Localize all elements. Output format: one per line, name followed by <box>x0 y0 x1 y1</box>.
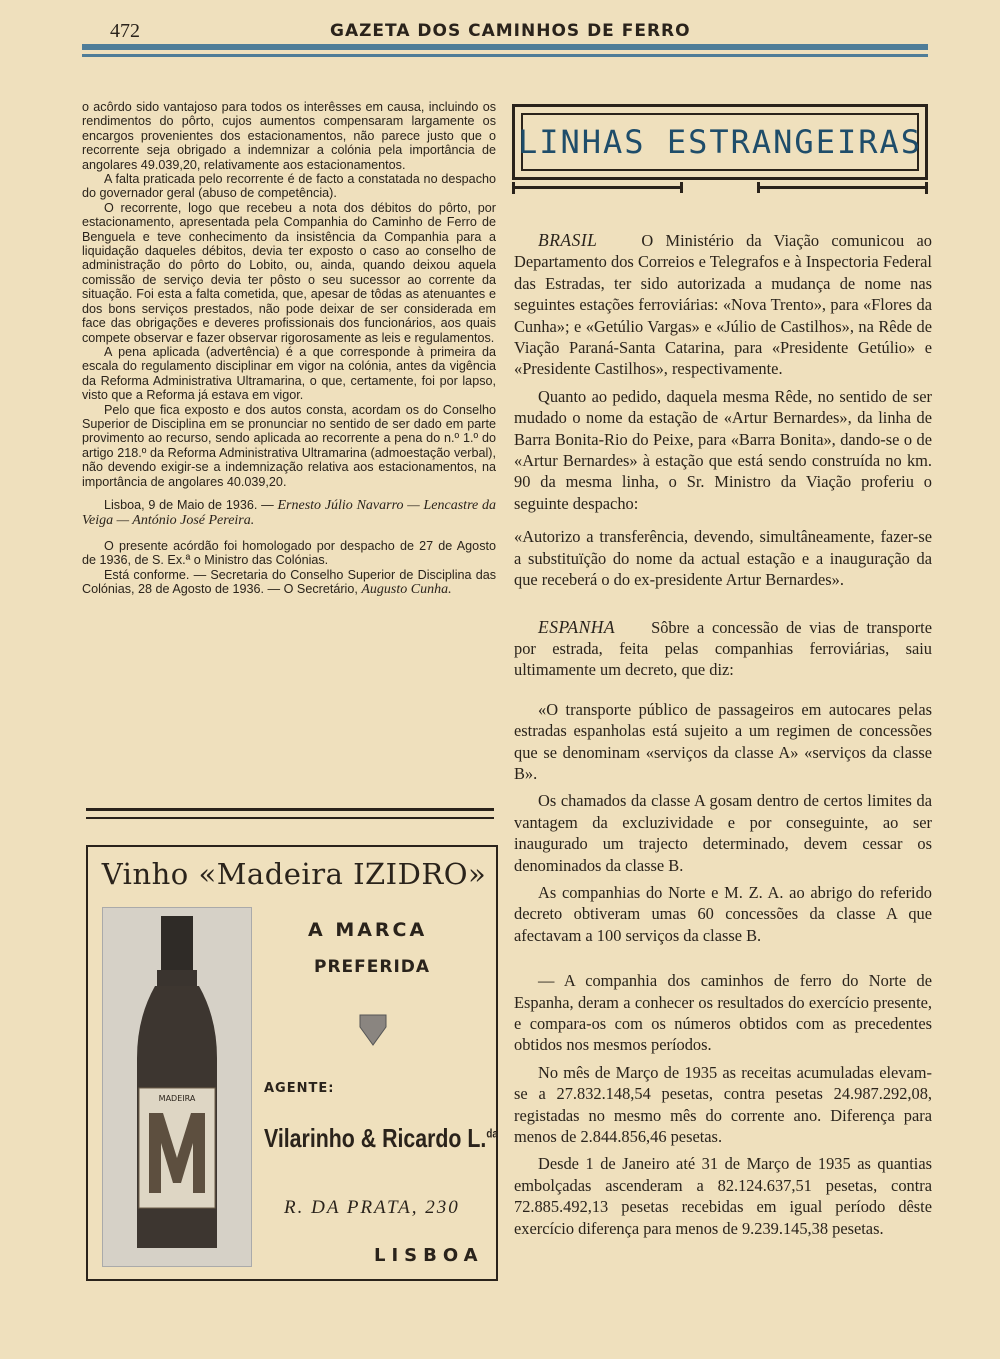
left-column <box>82 100 496 597</box>
espanha-quote-3: As companhias do Norte e M. Z. A. ao abrigo do referido decreto obtiveram umas 60 concessões da classe A que afectavam a 100 serviços da classe B. <box>514 882 932 945</box>
advert-city: LISBOA <box>374 1245 484 1266</box>
right-column <box>514 230 932 1239</box>
signature-line <box>82 498 496 529</box>
signature-prefix: Lisboa, 9 de Maio de 1936. — <box>104 497 278 512</box>
paragraph: A pena aplicada (advertência) é a que corresponde à primeira da escala do regulamento disciplinar em vigor na colónia, antes da vigência da Reforma Administrativa Ultramarina, o que, certamente, foi por lapso, visto que a Reforma já estava em vigor. <box>82 344 496 403</box>
homologation-note: O presente acórdão foi homologado por despacho de 27 de Agosto de 1936, de S. Ex.ª o Ministro das Colónias. <box>82 538 496 568</box>
section-title: LINHAS ESTRANGEIRAS <box>517 123 923 161</box>
paragraph: O recorrente, logo que recebeu a nota dos débitos do pôrto, por estacionamento, apresentada pela Companhia do Caminho de Ferro de Benguela e teve conhecimento da insistência da Companhia para a liquidação daqueles débitos, devia ter exposto o caso ao conselho de administração do pôrto do Lobito, ou, ainda, quando deixou aquela comissão de serviço devia ter pôsto o seu sucessor ao corrente da situação. Foi esta a falta cometida, que, apesar de tôdas as atenuantes e dos bons serviços prestados, não pode deixar de ser considerada em face das obrigações e deveres profissionais dos funcionários, aos quais compete observar e fazer observar rigorosamente as leis e regulamentos. <box>82 200 496 345</box>
espanha-text-1: Sôbre a concessão de vias de transporte por estrada, feita pelas companhias ferroviárias, saiu ultimamente um decreto, que diz: <box>514 617 932 680</box>
paragraph: Pelo que fica exposto e dos autos consta, acordam os do Conselho Superior de Disciplina em se pronunciar no sentido de ser dado em parte provimento ao recurso, sendo aplicada ao recorrente a pena do n.º 1.º do artigo 218.º da Reforma Administrativa Ultramarina (admoestação verbal), não devendo exigir-se a indemnização relativa aos estacionamentos, na importância de angolares 40.039,20. <box>82 402 496 489</box>
paragraph: A falta praticada pelo recorrente é de facto a constatada no despacho do governador geral (abuso de competência). <box>82 172 496 201</box>
espanha-text-3: No mês de Março de 1935 as receitas acumuladas elevam-se a 27.832.148,54 pesetas, contra pesetas 24.987.292,08, registadas no mesmo mês do corrente ano. Diferença para menos de 2.844.856,46 pesetas. <box>514 1062 932 1147</box>
secretary-name: Augusto Cunha. <box>361 582 452 597</box>
agent-label: AGENTE: <box>264 1081 335 1096</box>
bottle-label-text: MADEIRA <box>158 1094 196 1103</box>
down-arrow-icon <box>358 1013 388 1051</box>
espanha-paragraph <box>514 617 932 681</box>
agent-name <box>264 1123 498 1154</box>
espanha-text-4: Desde 1 de Janeiro até 31 de Março de 1935 as quantias embolçadas ascenderam a 82.124.637,51 pesetas, contra 72.885.492,13 pesetas recebidas em igual período dêste exercício diferença para menos de 9.239.145,38 pesetas. <box>514 1154 932 1238</box>
conforme-text: Está conforme. — Secretaria do Conselho Superior de Disciplina das Colónias, 28 de Agosto de 1936. — O Secretário, <box>82 567 496 596</box>
bottle-photo <box>102 907 252 1267</box>
brasil-text-2: Quanto ao pedido, daquela mesma Rêde, no sentido de ser mudado o nome da estação de «Artur Bernardes», da linha de Barra Bonita-Rio do Peixe, para «Barra Bonita», dando-se o de «Artur Bernardes» à estação que está sendo construída no km. 90 da mesma linha, o Sr. Ministro da Viação proferiu o seguinte despacho: <box>514 386 932 513</box>
header-rule <box>82 44 928 50</box>
advert-title: Vinho «Madeira IZIDRO» <box>101 857 487 891</box>
conforme-note <box>82 568 496 598</box>
agent-name-suffix: da <box>486 1126 498 1141</box>
espanha-quote-2: Os chamados da classe A gosam dentro de certos limites da vantagem da excluzividade e por conseguinte, ao ser inaugurado um trajecto determinado, devem cessar os denominados da classe B. <box>514 791 932 875</box>
advert-rule-thin <box>86 817 494 819</box>
wine-advertisement <box>86 845 498 1281</box>
country-heading: ESPANHA <box>538 616 616 637</box>
agent-name-text: Vilarinho & Ricardo L. <box>264 1123 487 1153</box>
advert-rule <box>86 808 494 811</box>
section-title-box <box>512 104 928 180</box>
espanha-quote-1: «O transporte público de passageiros em autocares pelas estradas espanholas está sujeito a um regimen de concessões que se denominam «serviços da classe A» «serviços da classe B». <box>514 699 932 783</box>
espanha-text-2: — A companhia dos caminhos de ferro do Norte de Espanha, deram a conhecer os resultados do exercício presente, e compara-os com os números obtidos com as precedentes obtidos nos mesmos períodos. <box>514 971 932 1055</box>
brasil-text-1: O Ministério da Viação comunicou ao Departamento dos Correios e Telegrafos e à Inspectoria Federal das Estradas, ter sido autorizada a mudança de nome nas seguintes estações ferroviárias: «Nova Trento», para «Flores da Cunha»; e «Getúlio Vargas» e «Júlio de Castilhos», na Rêde de Viação Paraná-Santa Catarina, para «Presidente Getúlio» e «Presidente Castilhos», respectivamente. <box>514 231 932 379</box>
title-box-ornament <box>512 182 928 194</box>
header-rule-thin <box>82 54 928 57</box>
advert-address: R. DA PRATA, 230 <box>284 1197 460 1218</box>
wine-bottle-icon <box>103 908 251 1266</box>
paragraph: o acôrdo sido vantajoso para todos os interêsses em causa, incluindo os rendimentos do pôrto, cujos aumentos compensaram largamente os encargos provenientes dos estacionamentos, não parece justo que o recorrente seja obrigado a indemnizar a colónia pela importância de angolares 49.039,20, relativamente aos estacionamentos. <box>82 100 496 172</box>
brasil-paragraph <box>514 230 932 380</box>
signature-names: Ernesto Júlio Navarro — Lencastre da Veiga — António José Pereira. <box>82 497 496 529</box>
journal-title: GAZETA DOS CAMINHOS DE FERRO <box>330 21 691 41</box>
brasil-quote: «Autorizo a transferência, devendo, simultâneamente, fazer-se a substituïção do nome da actual estação e a inauguração da que receberá o do ex-presidente Artur Bernardes». <box>514 527 932 590</box>
page-number: 472 <box>110 20 140 42</box>
advert-slogan-1: A MARCA <box>308 919 428 941</box>
advert-slogan-2: PREFERIDA <box>314 957 431 977</box>
country-heading: BRASIL <box>538 230 598 250</box>
